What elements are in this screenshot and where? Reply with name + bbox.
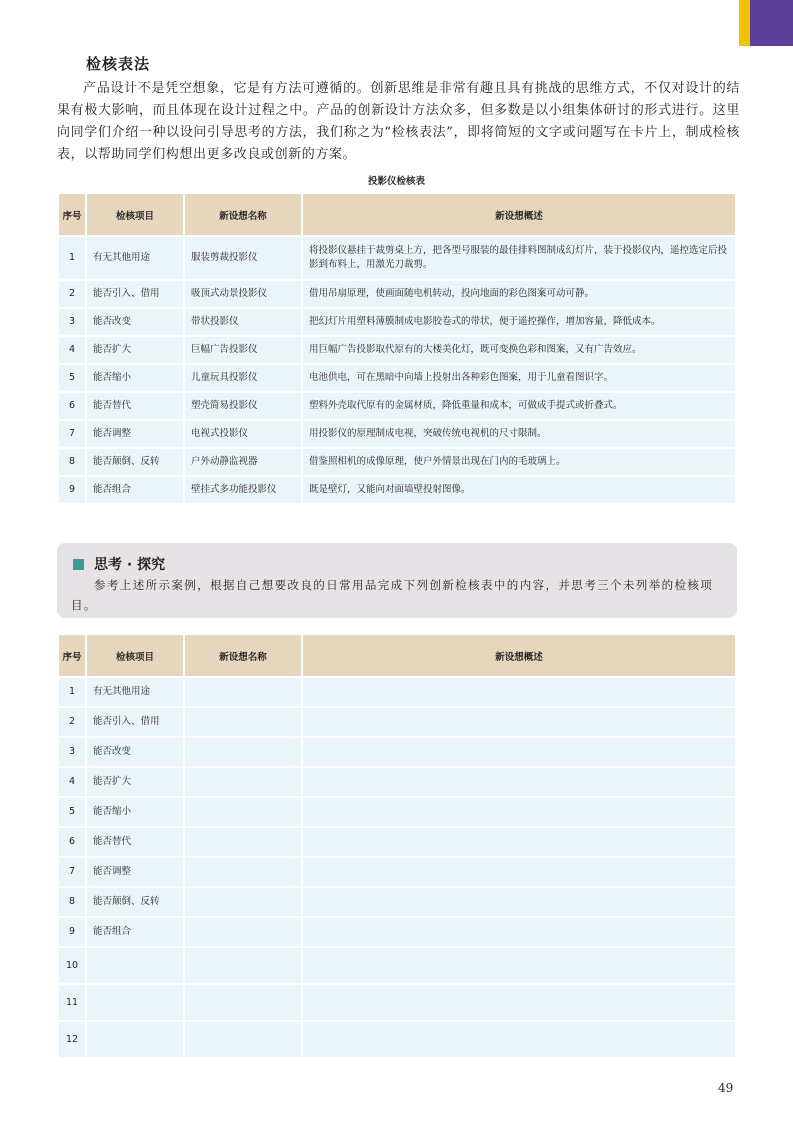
cell-no: 2 <box>59 281 85 307</box>
cell-desc-blank[interactable] <box>303 708 735 736</box>
header-name: 新设想名称 <box>185 194 301 235</box>
table-row <box>59 365 735 391</box>
cell-desc-blank[interactable] <box>303 678 735 706</box>
table-row <box>59 678 735 706</box>
cell-desc: 用巨幅广告投影取代原有的大楼美化灯，既可变换色彩和图案，又有广告效应。 <box>303 337 735 363</box>
cell-name: 壁挂式多功能投影仪 <box>185 477 301 503</box>
cell-no: 5 <box>59 365 85 391</box>
cell-name: 塑壳简易投影仪 <box>185 393 301 419</box>
cell-name: 儿童玩具投影仪 <box>185 365 301 391</box>
cell-name-blank[interactable] <box>185 708 301 736</box>
cell-no: 8 <box>59 449 85 475</box>
table-row <box>59 858 735 886</box>
cell-name: 带状投影仪 <box>185 309 301 335</box>
cell-no: 1 <box>59 678 85 706</box>
cell-item: 能否扩大 <box>87 337 183 363</box>
cell-no: 5 <box>59 798 85 826</box>
cell-desc: 借鉴照相机的成像原理，使户外情景出现在门内的毛玻璃上。 <box>303 449 735 475</box>
table-row <box>59 421 735 447</box>
cell-item: 有无其他用途 <box>87 678 183 706</box>
cell-desc-blank[interactable] <box>303 1022 735 1057</box>
cell-item: 能否缩小 <box>87 365 183 391</box>
projector-checklist-table <box>57 192 737 505</box>
cell-no: 7 <box>59 858 85 886</box>
corner-yellow-bar <box>739 0 750 46</box>
table-row <box>59 828 735 856</box>
cell-no: 9 <box>59 918 85 946</box>
cell-name-blank[interactable] <box>185 678 301 706</box>
cell-no: 3 <box>59 738 85 766</box>
cell-item: 能否引入、借用 <box>87 708 183 736</box>
cell-name-blank[interactable] <box>185 738 301 766</box>
cell-name-blank[interactable] <box>185 768 301 796</box>
cell-no: 4 <box>59 768 85 796</box>
table-header-row <box>59 194 735 235</box>
header-no: 序号 <box>59 194 85 235</box>
cell-desc: 借用吊扇原理，使画面随电机转动，投向地面的彩色图案可动可静。 <box>303 281 735 307</box>
table-header-row <box>59 635 735 676</box>
header-name: 新设想名称 <box>185 635 301 676</box>
cell-desc: 既是壁灯，又能向对面墙壁投射图像。 <box>303 477 735 503</box>
table-row <box>59 798 735 826</box>
think-paragraph: 参考上述所示案例，根据自己想要改良的日常用品完成下列创新检核表中的内容，并思考三个未列举的检核项目。 <box>71 578 714 612</box>
intro-text: 产品设计不是凭空想象，它是有方法可遵循的。创新思维是非常有趣且具有挑战的思维方式，不仅对设计的结果有极大影响，而且体现在设计过程之中。产品的创新设计方法众多，但多数是以小组集体研讨的形式进行。这里向同学们介绍一种以设问引导思考的方法，我们称之为“检核表法”，即将简短的文字或问题写在卡片上，制成检核表，以帮助同学们构想出更多改良或创新的方案。 <box>57 81 740 162</box>
table-row <box>59 337 735 363</box>
square-icon <box>73 559 84 570</box>
cell-desc-blank[interactable] <box>303 985 735 1020</box>
cell-item: 能否组合 <box>87 477 183 503</box>
cell-no: 6 <box>59 828 85 856</box>
think-title-text: 思考 · 探究 <box>94 557 166 573</box>
cell-item-blank[interactable] <box>87 985 183 1020</box>
cell-desc-blank[interactable] <box>303 918 735 946</box>
cell-desc-blank[interactable] <box>303 948 735 983</box>
cell-name: 巨幅广告投影仪 <box>185 337 301 363</box>
cell-desc-blank[interactable] <box>303 888 735 916</box>
cell-desc: 用投影仪的原理制成电视，突破传统电视机的尺寸限制。 <box>303 421 735 447</box>
table-row <box>59 948 735 983</box>
cell-item: 有无其他用途 <box>87 237 183 279</box>
cell-no: 6 <box>59 393 85 419</box>
cell-item: 能否改变 <box>87 309 183 335</box>
cell-item: 能否颠倒、反转 <box>87 888 183 916</box>
cell-name: 电视式投影仪 <box>185 421 301 447</box>
cell-name-blank[interactable] <box>185 858 301 886</box>
cell-desc-blank[interactable] <box>303 738 735 766</box>
cell-desc-blank[interactable] <box>303 858 735 886</box>
cell-no: 3 <box>59 309 85 335</box>
cell-desc: 塑料外壳取代原有的金属材质，降低重量和成本，可做成手提式或折叠式。 <box>303 393 735 419</box>
table-row <box>59 708 735 736</box>
cell-desc-blank[interactable] <box>303 768 735 796</box>
cell-name: 服装剪裁投影仪 <box>185 237 301 279</box>
cell-no: 11 <box>59 985 85 1020</box>
corner-purple-block <box>750 0 793 46</box>
cell-desc: 将投影仪悬挂于裁剪桌上方，把各型号服装的最佳排料图制成幻灯片，装于投影仪内，遥控选定后投影到布料上，用激光刀裁剪。 <box>303 237 735 279</box>
table-row <box>59 768 735 796</box>
think-explore-box <box>57 543 737 618</box>
table-row <box>59 985 735 1020</box>
cell-no: 1 <box>59 237 85 279</box>
cell-item: 能否缩小 <box>87 798 183 826</box>
cell-name: 吸顶式动景投影仪 <box>185 281 301 307</box>
cell-item: 能否调整 <box>87 421 183 447</box>
table-row <box>59 1022 735 1057</box>
cell-item: 能否引入、借用 <box>87 281 183 307</box>
table-caption: 投影仪检核表 <box>367 176 425 187</box>
table-row <box>59 738 735 766</box>
table-row <box>59 309 735 335</box>
table-row <box>59 888 735 916</box>
cell-no: 12 <box>59 1022 85 1057</box>
cell-name-blank[interactable] <box>185 948 301 983</box>
cell-name-blank[interactable] <box>185 1022 301 1057</box>
table-row <box>59 918 735 946</box>
intro-paragraph <box>57 78 740 166</box>
cell-no: 10 <box>59 948 85 983</box>
cell-name-blank[interactable] <box>185 828 301 856</box>
cell-item: 能否改变 <box>87 738 183 766</box>
cell-no: 4 <box>59 337 85 363</box>
cell-item-blank[interactable] <box>87 1022 183 1057</box>
cell-no: 8 <box>59 888 85 916</box>
cell-no: 7 <box>59 421 85 447</box>
cell-item: 能否组合 <box>87 918 183 946</box>
cell-name: 户外动静监视器 <box>185 449 301 475</box>
cell-desc-blank[interactable] <box>303 798 735 826</box>
table-row <box>59 477 735 503</box>
cell-name-blank[interactable] <box>185 985 301 1020</box>
cell-name-blank[interactable] <box>185 798 301 826</box>
cell-no: 9 <box>59 477 85 503</box>
header-desc: 新设想概述 <box>303 635 735 676</box>
header-no: 序号 <box>59 635 85 676</box>
cell-item: 能否替代 <box>87 828 183 856</box>
section-title: 检核表法 <box>86 55 151 73</box>
cell-desc: 把幻灯片用塑料薄膜制成电影胶卷式的带状，便于遥控操作，增加容量，降低成本。 <box>303 309 735 335</box>
header-item: 检核项目 <box>87 635 183 676</box>
table-row <box>59 449 735 475</box>
cell-item: 能否调整 <box>87 858 183 886</box>
header-item: 检核项目 <box>87 194 183 235</box>
cell-no: 2 <box>59 708 85 736</box>
table-row <box>59 393 735 419</box>
cell-name-blank[interactable] <box>185 918 301 946</box>
cell-item: 能否颠倒、反转 <box>87 449 183 475</box>
cell-item: 能否扩大 <box>87 768 183 796</box>
cell-name-blank[interactable] <box>185 888 301 916</box>
table-row <box>59 281 735 307</box>
cell-desc-blank[interactable] <box>303 828 735 856</box>
cell-item: 能否替代 <box>87 393 183 419</box>
think-title <box>73 554 165 574</box>
think-text <box>71 575 725 615</box>
cell-item-blank[interactable] <box>87 948 183 983</box>
table-row <box>59 237 735 279</box>
blank-checklist-table <box>57 633 737 1059</box>
page-number: 49 <box>718 1081 734 1095</box>
header-desc: 新设想概述 <box>303 194 735 235</box>
cell-desc: 电池供电，可在黑暗中向墙上投射出各种彩色图案，用于儿童看图识字。 <box>303 365 735 391</box>
